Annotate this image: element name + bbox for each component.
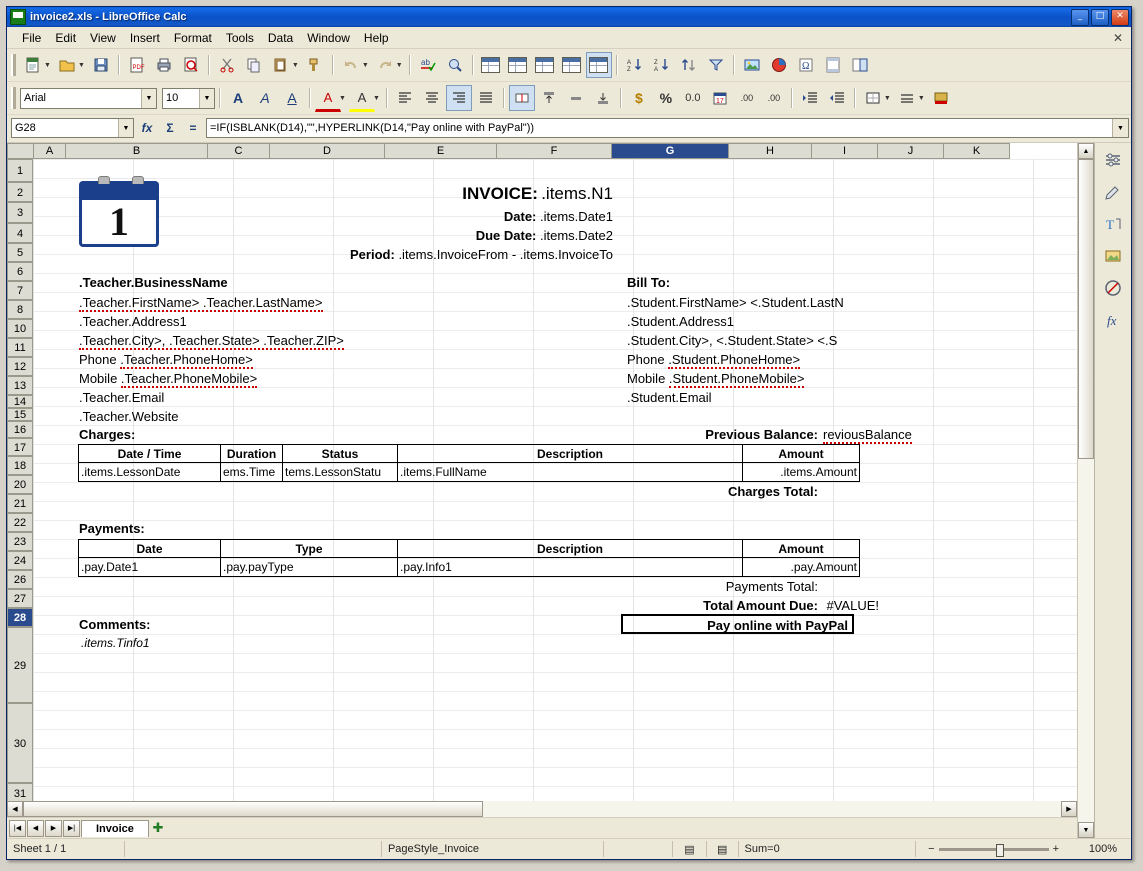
- row-header-1[interactable]: 1: [7, 159, 33, 182]
- paypal-link-cell[interactable]: Pay online with PayPal: [621, 614, 854, 634]
- teacher-email: .Teacher.Email: [79, 390, 165, 405]
- charges-header-row: [79, 445, 860, 463]
- chevron-down-icon[interactable]: ▼: [141, 89, 156, 108]
- name-box-value: G28: [15, 122, 36, 134]
- row-icon[interactable]: [478, 52, 504, 78]
- status-page-style: PageStyle_Invoice: [382, 841, 604, 857]
- teacher-name: [79, 295, 323, 310]
- find-replace-icon[interactable]: [442, 52, 468, 78]
- row-header-13[interactable]: 13: [7, 376, 33, 395]
- row-header-21[interactable]: 21: [7, 494, 33, 513]
- zoom-track[interactable]: [939, 848, 1049, 851]
- gallery-icon[interactable]: [1100, 243, 1126, 269]
- payments-cell-description: .pay.Info1: [398, 558, 743, 577]
- status-sheet-count: Sheet 1 / 1: [7, 841, 125, 857]
- font-size-combobox[interactable]: [162, 88, 215, 109]
- minimize-button[interactable]: _: [1071, 9, 1089, 26]
- row-header-26[interactable]: 26: [7, 570, 33, 589]
- column-header-row: [7, 143, 1010, 159]
- undo-icon[interactable]: [338, 52, 364, 78]
- align-center-button[interactable]: [419, 85, 445, 111]
- open-dropdown-icon[interactable]: ▼: [77, 61, 85, 69]
- payments-cell-amount: .pay.Amount: [743, 558, 860, 577]
- svg-text:PDF: PDF: [132, 65, 145, 71]
- toolbar-separator: [791, 88, 793, 108]
- delete-row-icon[interactable]: [532, 52, 558, 78]
- formula-bar: [7, 115, 1131, 143]
- payments-cell-type: .pay.payType: [221, 558, 398, 577]
- toolbar-grip[interactable]: [11, 54, 16, 76]
- zoom-knob[interactable]: [996, 844, 1004, 857]
- formatting-toolbar: [7, 82, 1131, 115]
- highlight-color-dropdown-icon[interactable]: ▼: [372, 94, 380, 102]
- format-as-currency-button[interactable]: $: [634, 90, 643, 106]
- copy-icon[interactable]: [241, 52, 267, 78]
- charges-header-date: Date / Time: [79, 445, 221, 463]
- input-line-text: =IF(ISBLANK(D14),"",HYPERLINK(D14,"Pay online with PayPal")): [210, 122, 535, 134]
- student-city-state-zip: [627, 333, 849, 348]
- charges-label: Charges:: [79, 427, 136, 442]
- sum-button[interactable]: Σ: [166, 121, 174, 135]
- charges-row: [79, 463, 860, 482]
- scroll-up-arrow[interactable]: ▲: [1078, 143, 1094, 159]
- title-bar: [7, 7, 1131, 27]
- borders-dropdown-icon[interactable]: ▼: [883, 94, 891, 102]
- charges-header-amount: Amount: [743, 445, 860, 463]
- column-header-c[interactable]: C: [208, 144, 270, 159]
- toolbar-separator: [309, 88, 311, 108]
- align-top-button[interactable]: [536, 85, 562, 111]
- row-header-15[interactable]: 15: [7, 408, 33, 421]
- invoice-due-date-label: Due Date:: [475, 228, 537, 243]
- sidebar-tab-bar: [1094, 143, 1131, 838]
- new-document-icon[interactable]: [20, 52, 46, 78]
- row-header-8[interactable]: 8: [7, 300, 33, 319]
- format-as-number-button[interactable]: 0.0: [685, 92, 701, 104]
- svg-text:ab: ab: [420, 58, 430, 67]
- student-mobile-row: [627, 371, 804, 386]
- borders-button[interactable]: [860, 85, 886, 111]
- column-header-i[interactable]: I: [812, 144, 878, 159]
- row-header-30[interactable]: 30: [7, 703, 33, 783]
- student-email: .Student.Email: [627, 390, 712, 405]
- hscroll-track[interactable]: [23, 801, 1061, 817]
- save-icon[interactable]: [88, 52, 114, 78]
- delete-column-icon[interactable]: [559, 52, 585, 78]
- charges-total-label: Charges Total:: [727, 484, 818, 499]
- align-left-button[interactable]: [392, 85, 418, 111]
- clone-formatting-icon[interactable]: [302, 52, 328, 78]
- teacher-mobile-label: Mobile: [79, 371, 118, 386]
- comments-label: Comments:: [79, 617, 151, 632]
- student-phone-value: .Student.PhoneHome>: [668, 352, 801, 367]
- invoice-title-row: [183, 184, 613, 204]
- payments-cell-date: .pay.Date1: [79, 558, 221, 577]
- teacher-phone-value: .Teacher.PhoneHome>: [120, 352, 253, 367]
- vscroll-track[interactable]: [1078, 159, 1094, 822]
- payments-label: Payments:: [79, 521, 145, 536]
- row-header-20[interactable]: 20: [7, 475, 33, 494]
- column-header-e[interactable]: E: [385, 144, 497, 159]
- row-header-24[interactable]: 24: [7, 551, 33, 570]
- define-print-area-icon[interactable]: [847, 52, 873, 78]
- status-sum: Sum=0: [739, 841, 917, 857]
- scroll-left-arrow[interactable]: ◀: [7, 801, 23, 817]
- paste-dropdown-icon[interactable]: ▼: [291, 61, 299, 69]
- svg-text:T: T: [1106, 217, 1114, 232]
- highlight-color-button[interactable]: A: [349, 84, 375, 112]
- payments-header-description: Description: [398, 540, 743, 558]
- menu-item-insert[interactable]: Insert: [129, 30, 160, 45]
- merge-cells-button[interactable]: [509, 85, 535, 111]
- insert-image-icon[interactable]: [739, 52, 765, 78]
- student-city-state-zip-text: .Student.City>, <.Student.State> <.S: [627, 333, 838, 348]
- border-style-button[interactable]: [894, 85, 920, 111]
- toolbar-separator: [208, 55, 210, 75]
- sidebar-settings-icon[interactable]: [1100, 147, 1126, 173]
- row-header-2[interactable]: 2: [7, 182, 33, 202]
- styles-icon[interactable]: [1100, 211, 1126, 237]
- student-name-text: .Student.FirstName> <.Student.LastN: [627, 295, 844, 310]
- svg-text:A: A: [626, 60, 631, 66]
- svg-text:fx: fx: [1107, 313, 1117, 328]
- row-header-28[interactable]: 28: [7, 608, 33, 627]
- payments-total-label: Payments Total:: [725, 579, 818, 594]
- column-header-f[interactable]: F: [497, 144, 612, 159]
- column-header-b[interactable]: B: [66, 144, 208, 159]
- menu-item-file[interactable]: File: [22, 30, 42, 45]
- toolbar-separator: [854, 88, 856, 108]
- sort-icon[interactable]: [676, 52, 702, 78]
- student-mobile-label: Mobile: [627, 371, 666, 386]
- payments-header-amount: Amount: [743, 540, 860, 558]
- column-header-d[interactable]: D: [270, 144, 385, 159]
- toolbar-separator: [503, 88, 505, 108]
- student-name: [627, 295, 849, 310]
- vertical-scrollbar[interactable]: [1077, 143, 1094, 838]
- row-header-16[interactable]: 16: [7, 421, 33, 438]
- bill-to-label: Bill To:: [627, 275, 671, 290]
- toolbar-separator: [332, 55, 334, 75]
- teacher-name-text: .Teacher.FirstName> .Teacher.LastName>: [79, 295, 323, 310]
- insert-special-character-icon[interactable]: [793, 52, 819, 78]
- row-header-31[interactable]: 31: [7, 783, 33, 801]
- background-color-button[interactable]: [928, 85, 954, 111]
- print-preview-icon[interactable]: [178, 52, 204, 78]
- align-right-button[interactable]: [446, 85, 472, 111]
- charges-header-description: Description: [398, 445, 743, 463]
- invoice-due-date-row: [183, 228, 613, 243]
- charges-header-duration: Duration: [221, 445, 283, 463]
- status-language: [604, 841, 673, 857]
- menu-item-data[interactable]: Data: [267, 30, 294, 45]
- redo-icon[interactable]: [372, 52, 398, 78]
- properties-icon[interactable]: [1100, 179, 1126, 205]
- previous-sheet-button[interactable]: ◀: [27, 820, 44, 837]
- spelling-icon[interactable]: [415, 52, 441, 78]
- input-line[interactable]: [206, 118, 1129, 138]
- italic-button[interactable]: A: [260, 90, 270, 106]
- student-address: .Student.Address1: [627, 314, 734, 329]
- comments-value: .items.Tinfo1: [81, 636, 150, 650]
- delete-decimal-place-button[interactable]: .00: [767, 93, 781, 103]
- expand-formula-bar-icon[interactable]: ▼: [1112, 119, 1128, 137]
- toolbar-separator: [620, 88, 622, 108]
- column-header-g[interactable]: G: [612, 144, 729, 159]
- toolbar-separator: [386, 88, 388, 108]
- row-header-7[interactable]: 7: [7, 281, 33, 300]
- autofilter-icon[interactable]: [703, 52, 729, 78]
- decrease-indent-button[interactable]: [824, 85, 850, 111]
- menu-item-help[interactable]: Help: [363, 30, 389, 45]
- row-header-27[interactable]: 27: [7, 589, 33, 608]
- sort-ascending-icon[interactable]: [622, 52, 648, 78]
- font-color-dropdown-icon[interactable]: ▼: [339, 94, 346, 102]
- formula-button[interactable]: =: [189, 121, 197, 135]
- scroll-down-arrow[interactable]: ▼: [1078, 822, 1094, 838]
- zoom-slider[interactable]: [922, 843, 1065, 855]
- teacher-mobile-row: [79, 371, 257, 386]
- grid-scroll-area[interactable]: [7, 143, 1077, 801]
- row-header-11[interactable]: 11: [7, 338, 33, 357]
- invoice-due-date-value: .items.Date2: [540, 228, 613, 243]
- row-header-29[interactable]: 29: [7, 627, 33, 703]
- column-header-j[interactable]: J: [878, 144, 944, 159]
- calendar-number: 1: [109, 198, 129, 244]
- window-title: invoice2.xls - LibreOffice Calc: [30, 11, 187, 23]
- spreadsheet-view: [7, 143, 1077, 838]
- total-amount-due-label: Total Amount Due:: [703, 598, 818, 613]
- status-selection-mode-icon[interactable]: ▤: [673, 841, 707, 857]
- status-spacer-left: [125, 841, 381, 857]
- student-mobile-value: .Student.PhoneMobile>: [668, 371, 805, 386]
- menu-bar: [7, 27, 1131, 49]
- teacher-phone-label: Phone: [79, 352, 117, 367]
- horizontal-scrollbar[interactable]: [7, 801, 1077, 817]
- bold-button[interactable]: A: [232, 90, 244, 106]
- previous-balance-text: reviousBalance: [823, 427, 912, 442]
- student-phone-label: Phone: [627, 352, 665, 367]
- row-header-3[interactable]: 3: [7, 202, 33, 223]
- charges-cell-amount: .items.Amount: [743, 463, 860, 482]
- underline-button[interactable]: A: [287, 90, 297, 106]
- print-icon[interactable]: [151, 52, 177, 78]
- invoice-date-value: .items.Date1: [540, 209, 613, 224]
- invoice-content: [33, 159, 1077, 801]
- first-sheet-button[interactable]: |◀: [9, 820, 26, 837]
- previous-balance-value: [823, 427, 912, 442]
- row-header-14[interactable]: 14: [7, 395, 33, 408]
- charges-cell-duration: ems.Time: [221, 463, 283, 482]
- row-header-5[interactable]: 5: [7, 243, 33, 262]
- calc-app-icon: [10, 9, 26, 25]
- invoice-date-label: Date:: [503, 209, 537, 224]
- payments-header-row: [79, 540, 860, 558]
- row-header-column: [7, 159, 33, 801]
- invoice-period-value: .items.InvoiceFrom - .items.InvoiceTo: [398, 247, 613, 262]
- function-wizard-button[interactable]: fx: [141, 121, 153, 135]
- close-button[interactable]: ✕: [1111, 9, 1129, 26]
- zoom-out-button[interactable]: −: [928, 843, 935, 855]
- column-header-k[interactable]: K: [944, 144, 1010, 159]
- add-sheet-icon[interactable]: ✚: [152, 820, 164, 835]
- document-close-icon[interactable]: ✕: [1112, 30, 1123, 45]
- vscroll-thumb[interactable]: [1078, 159, 1094, 459]
- previous-balance-label: Previous Balance:: [705, 427, 818, 442]
- student-phone-row: [627, 352, 800, 367]
- calendar-icon: [79, 181, 159, 247]
- charges-header-status: Status: [283, 445, 398, 463]
- open-icon[interactable]: [54, 52, 80, 78]
- document-area: [7, 143, 1131, 838]
- cut-icon[interactable]: [214, 52, 240, 78]
- border-style-dropdown-icon[interactable]: ▼: [917, 94, 925, 102]
- headers-footers-icon[interactable]: [820, 52, 846, 78]
- insert-chart-icon[interactable]: [766, 52, 792, 78]
- select-all-corner[interactable]: [8, 144, 34, 159]
- toolbar-separator: [219, 88, 221, 108]
- maximize-button[interactable]: □: [1091, 9, 1109, 26]
- teacher-website: .Teacher.Website: [79, 409, 179, 424]
- menu-item-tools[interactable]: Tools: [225, 30, 254, 45]
- zoom-level[interactable]: 100%: [1088, 843, 1118, 855]
- toolbar-grip[interactable]: [11, 87, 16, 109]
- invoice-period-row: [183, 247, 613, 262]
- toolbar-separator: [118, 55, 120, 75]
- toolbar-separator: [733, 55, 735, 75]
- menu-item-window[interactable]: Window: [307, 30, 350, 45]
- sort-descending-icon[interactable]: [649, 52, 675, 78]
- name-box[interactable]: [11, 118, 134, 138]
- invoice-date-row: [183, 209, 613, 224]
- svg-text:Ω: Ω: [801, 61, 810, 72]
- svg-text:Z: Z: [626, 67, 631, 73]
- payments-row: [79, 558, 860, 577]
- toolbar-separator: [616, 55, 618, 75]
- zoom-in-button[interactable]: +: [1052, 843, 1060, 855]
- navigator-icon[interactable]: [1100, 275, 1126, 301]
- svg-text:A: A: [653, 67, 658, 73]
- redo-dropdown-icon[interactable]: ▼: [395, 61, 403, 69]
- freeze-rows-columns-icon[interactable]: [586, 52, 612, 78]
- payments-header-type: Type: [221, 540, 398, 558]
- charges-cell-status: tems.LessonStatu: [283, 463, 398, 482]
- svg-text:17: 17: [715, 98, 724, 105]
- row-header-18[interactable]: 18: [7, 456, 33, 475]
- libreoffice-calc-window: [6, 6, 1132, 860]
- column-icon[interactable]: [505, 52, 531, 78]
- row-header-17[interactable]: 17: [7, 438, 33, 456]
- teacher-address: .Teacher.Address1: [79, 314, 187, 329]
- align-bottom-button[interactable]: [590, 85, 616, 111]
- row-header-12[interactable]: 12: [7, 357, 33, 376]
- new-document-dropdown-icon[interactable]: ▼: [44, 61, 51, 69]
- invoice-title-value: .items.N1: [541, 184, 613, 203]
- charges-table: [78, 444, 860, 482]
- status-document-modified-icon[interactable]: ▤: [707, 841, 739, 857]
- justify-button[interactable]: [473, 85, 499, 111]
- teacher-mobile-value: .Teacher.PhoneMobile>: [120, 371, 258, 386]
- scroll-right-arrow[interactable]: ▶: [1061, 801, 1077, 817]
- undo-dropdown-icon[interactable]: ▼: [361, 61, 369, 69]
- svg-text:Z: Z: [653, 60, 658, 66]
- paste-icon[interactable]: [268, 52, 294, 78]
- total-amount-due-value: #VALUE!: [826, 598, 879, 613]
- last-sheet-button[interactable]: ▶|: [63, 820, 80, 837]
- teacher-city-state-zip: [79, 333, 344, 348]
- increase-indent-button[interactable]: [797, 85, 823, 111]
- payments-table: [78, 539, 860, 577]
- toolbar-separator: [472, 55, 474, 75]
- status-bar: [7, 838, 1131, 859]
- row-header-10[interactable]: 10: [7, 319, 33, 338]
- chevron-down-icon[interactable]: ▼: [199, 89, 214, 108]
- teacher-business-name: .Teacher.BusinessName: [79, 275, 228, 290]
- row-header-6[interactable]: 6: [7, 262, 33, 281]
- toolbar-separator: [409, 55, 411, 75]
- standard-toolbar: [7, 49, 1131, 82]
- format-as-date-button[interactable]: [707, 85, 733, 111]
- charges-cell-description: .items.FullName: [398, 463, 743, 482]
- menu-item-edit[interactable]: Edit: [55, 30, 77, 45]
- sheet-tab-bar: [7, 817, 1077, 838]
- font-name-value: Arial: [24, 92, 47, 104]
- font-size-value: 10: [166, 92, 179, 104]
- menu-item-format[interactable]: Format: [173, 30, 212, 45]
- invoice-title-label: INVOICE:: [462, 184, 538, 203]
- teacher-phone-row: [79, 352, 253, 367]
- charges-cell-date: .items.LessonDate: [79, 463, 221, 482]
- functions-icon[interactable]: [1100, 307, 1126, 333]
- column-header-h[interactable]: H: [729, 144, 812, 159]
- teacher-city-state-zip-text: .Teacher.City>, .Teacher.State> .Teacher.ZIP>: [79, 333, 344, 348]
- menu-item-view[interactable]: View: [90, 30, 116, 45]
- sheet-tab-invoice[interactable]: Invoice: [81, 820, 149, 837]
- font-name-combobox[interactable]: [20, 88, 157, 109]
- align-center-vertically-button[interactable]: [563, 85, 589, 111]
- chevron-down-icon[interactable]: ▼: [118, 119, 133, 137]
- add-decimal-place-button[interactable]: .00: [740, 93, 754, 103]
- column-header-a[interactable]: A: [34, 144, 66, 159]
- invoice-period-label: Period:: [350, 247, 395, 262]
- font-color-button[interactable]: A: [315, 84, 341, 112]
- row-header-22[interactable]: 22: [7, 513, 33, 532]
- payments-header-date: Date: [79, 540, 221, 558]
- row-header-4[interactable]: 4: [7, 223, 33, 243]
- next-sheet-button[interactable]: ▶: [45, 820, 62, 837]
- format-as-percent-button[interactable]: %: [659, 90, 673, 106]
- row-header-23[interactable]: 23: [7, 532, 33, 551]
- export-pdf-icon[interactable]: [124, 52, 150, 78]
- hscroll-thumb[interactable]: [23, 801, 483, 817]
